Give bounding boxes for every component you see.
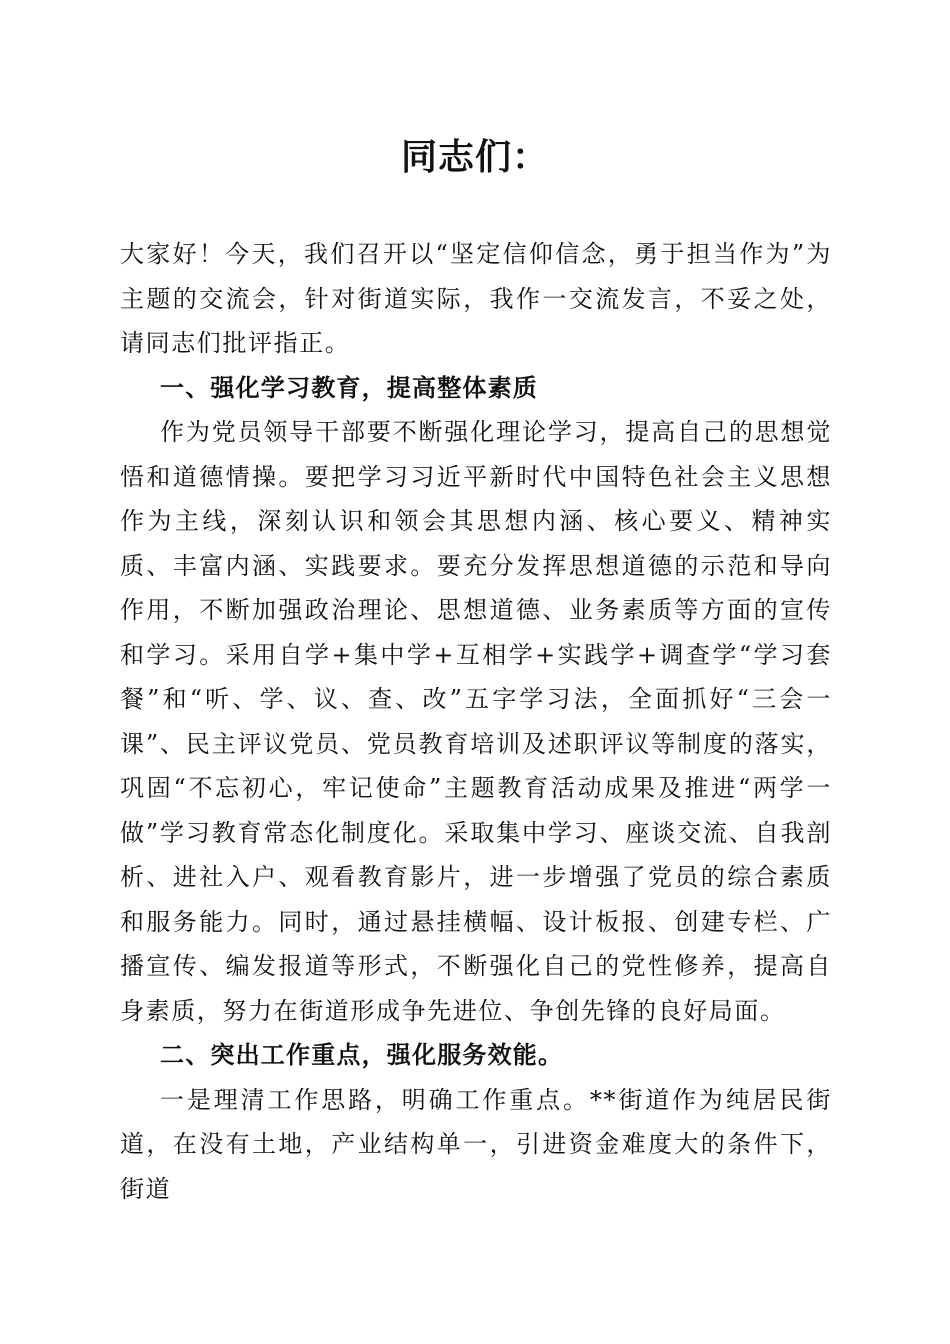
speech-body bbox=[120, 232, 832, 1211]
section-heading-1: 一、强化学习教育，提高整体素质 bbox=[160, 373, 538, 402]
section-1-paragraph: 作为党员领导干部要不断强化理论学习，提高自己的思想觉悟和道德情操。要把学习习近平新时代中国特色社会主义思想作为主线，深刻认识和领会其思想内涵、核心要义、精神实质、丰富内涵、实践要求。要充分发挥思想道德的示范和导向作用，不断加强政治理论、思想道德、业务素质等方面的宣传和学习。采用自学+集中学+互相学+实践学+调查学“学习套餐”和“听、学、议、查、改”五字学习法，全面抓好“三会一课”、民主评议党员、党员教育培训及述职评议等制度的落实，巩固“不忘初心，牢记使命”主题教育活动成果及推进“两学一做”学习教育常态化制度化。采取集中学习、座谈交流、自我剖析、进社入户、观看教育影片，进一步增强了党员的综合素质和服务能力。同时，通过悬挂横幅、设计板报、创建专栏、广播宣传、编发报道等形式，不断强化自己的党性修养，提高自身素质，努力在街道形成争先进位、争创先锋的良好局面。 bbox=[120, 418, 832, 1025]
section-2-paragraph: 一是理清工作思路，明确工作重点。**街道作为纯居民街道，在没有土地，产业结构单一，引进资金难度大的条件下，街道 bbox=[120, 1085, 832, 1203]
opening-paragraph: 大家好！今天，我们召开以“坚定信仰信念，勇于担当作为”为主题的交流会，针对街道实际，我作一交流发言，不妥之处，请同志们批评指正。 bbox=[120, 240, 832, 357]
speech-title: 同志们： bbox=[400, 137, 549, 178]
section-heading-2: 二、突出工作重点，强化服务效能。 bbox=[160, 1041, 564, 1069]
